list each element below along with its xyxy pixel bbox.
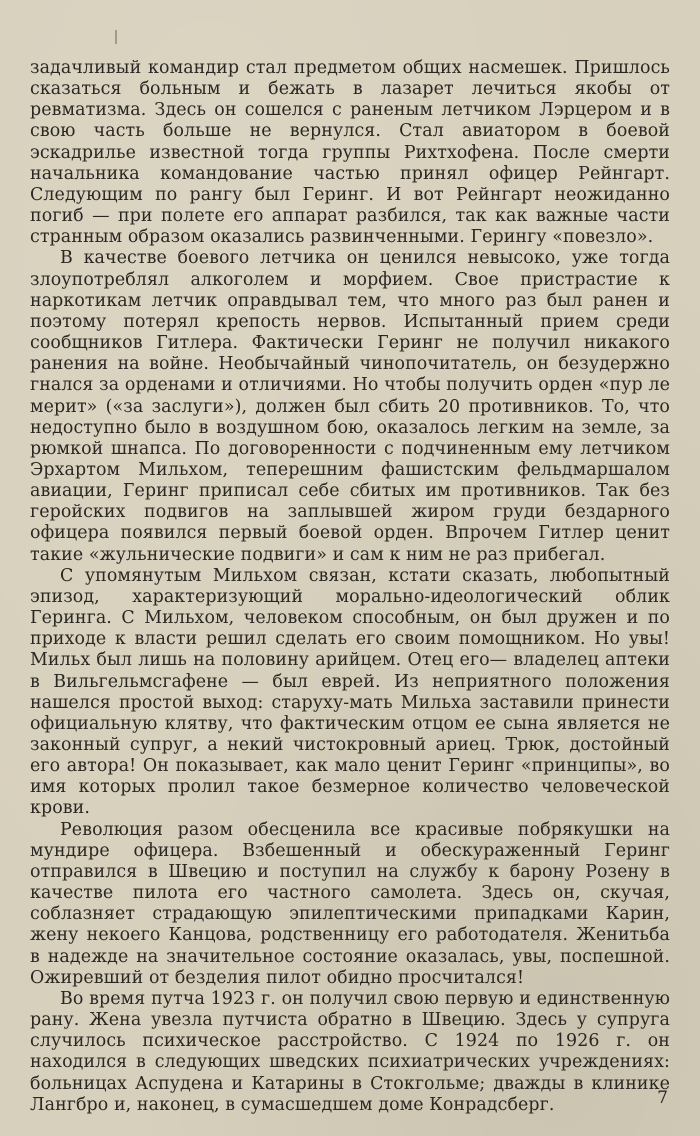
print-mark	[115, 30, 117, 44]
paragraph-1: задачливый командир стал предметом общих насмешек. Пришлось сказаться больным и бежать в лазарет лечиться якобы от ревматизма. Здесь он сошелся с раненым летчиком Лэрцером и в свою часть больше не вернулся. Стал авиатором в боевой эскадрилье известной тогда группы Рихтхофена. После смерти начальника командование частью принял офицер Рейнгарт. Следующим по рангу был Геринг. И вот Рейнгарт неожиданно погиб — при полете его аппарат разбился, так как важные части странным образом оказались развинченными. Герингу «повезло».	[30, 58, 670, 248]
paragraph-5: Во время путча 1923 г. он получил свою первую и единственную рану. Жена увезла путчиста обратно в Швецию. Здесь у супруга случилось психическое расстройство. С 1924 по 1926 г. он находился в следующих шведских психиатрических учреждениях: больницах Аспудена и Катарины в Стокгольме; дважды в клинике Лангбро и, наконец, в сумасшедшем доме Конрадсберг.	[30, 988, 670, 1115]
body-text	[30, 58, 670, 1116]
paragraph-4: Революция разом обесценила все красивые побрякушки на мундире офицера. Взбешенный и обескураженный Геринг отправился в Швецию и поступил на службу к барону Розену в качестве пилота его частного самолета. Здесь он, скучая, соблазняет страдающую эпилептическими припадками Карин, жену некоего Канцова, родственницу его работодателя. Женитьба в надежде на значительное состояние оказалась, увы, поспешной. Ожиревший от безделия пилот обидно просчитался!	[30, 819, 670, 988]
paragraph-2: В качестве боевого летчика он ценился невысоко, уже тогда злоупотреблял алкоголем и морфием. Свое пристрастие к наркотикам летчик оправдывал тем, что много раз был ранен и поэтому потерял крепость нервов. Испытанный прием среди сообщников Гитлера. Фактически Геринг не получил никакого ранения на войне. Необычайный чинопочитатель, он безудержно гнался за орденами и отличиями. Но чтобы получить орден «пур ле мерит» («за заслуги»), должен был сбить 20 противников. То, что недоступно было в воздушном бою, оказалось легким на земле, за рюмкой шнапса. По договоренности с подчиненным ему летчиком Эрхартом Мильхом, теперешним фашистским фельдмаршалом авиации, Геринг приписал себе сбитых им противников. Так без геройских подвигов на заплывшей жиром груди бездарного офицера появился первый боевой орден. Впрочем Гитлер ценит такие «жульнические подвиги» и сам к ним не раз прибегал.	[30, 248, 670, 565]
paragraph-3: С упомянутым Мильхом связан, кстати сказать, любопытный эпизод, характеризующий морально-идеологический облик Геринга. С Мильхом, человеком способным, он был дружен и по приходе к власти решил сделать его своим помощником. Но увы! Мильх был лишь на половину арийцем. Отец его— владелец аптеки в Вильгельмсгафене — был еврей. Из неприятного положения нашелся простой выход: старуху-мать Мильха заставили принести официальную клятву, что фактическим отцом ее сына является не законный супруг, а некий чистокровный ариец. Трюк, достойный его автора! Он показывает, как мало ценит Геринг «принципы», во имя которых пролил такое безмерное количество человеческой крови.	[30, 565, 670, 819]
page-number: 7	[657, 1088, 668, 1108]
